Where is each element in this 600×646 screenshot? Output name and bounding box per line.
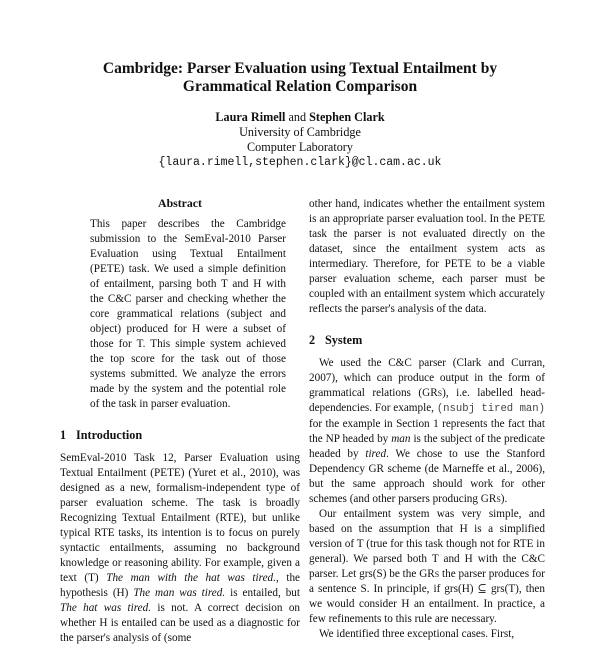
emph-word: man	[391, 433, 411, 445]
affiliation-1: University of Cambridge	[239, 125, 361, 139]
text-run: We used the	[319, 357, 389, 369]
author-names	[100, 110, 500, 125]
author-1: Laura Rimell	[215, 110, 286, 124]
parser-name: C&C	[521, 553, 545, 565]
section-number: 1	[60, 428, 67, 442]
right-column	[309, 197, 545, 642]
text-run: SemEval-2010 Task 12, Parser Evaluation using Textual Entailment (PETE) (Yuret et al., 2010), was designed as a new, formalism-independent type of parser evaluation scheme. The task is broadly Recognizing Textual Entailment (RTE), but unlike typical RTE tasks, its intention is to focus on purely syntactic entailments, assuming no background knowledge or reasoning ability. For example, given a text (T)	[60, 452, 300, 584]
text-run: ), i.e. labelled head-dependencies. For example,	[309, 387, 545, 414]
introduction-paragraph	[60, 451, 300, 646]
abstract-heading: Abstract	[158, 196, 202, 210]
example-hypothesis: The man was tired.	[133, 587, 226, 599]
section-title: System	[325, 333, 363, 347]
term-grs: GRs	[480, 493, 501, 505]
text-run: scheme (de Marneffe et al., 2006), but the same approach should work for other schemes (and other parsers producing	[309, 463, 545, 505]
affiliation-2: Computer Laboratory	[247, 140, 353, 154]
text-run: . We chose to use the Stanford Dependency	[309, 448, 545, 475]
system-paragraph-1	[309, 356, 545, 507]
section-heading-system	[309, 333, 545, 348]
section-number: 2	[309, 333, 316, 347]
example-hypothesis-negative: The hat was tired.	[60, 602, 152, 614]
code-example: (nsubj tired man)	[436, 403, 545, 415]
term-gr: GR	[368, 463, 384, 475]
system-paragraph-2	[309, 507, 545, 627]
text-run: is the subject of the predicate headed by	[309, 433, 545, 460]
author-email: {laura.rimell,stephen.clark}@cl.cam.ac.uk	[158, 156, 442, 169]
term-grs: GRs	[422, 387, 443, 399]
paper-title	[60, 60, 540, 96]
emph-word: tired	[365, 448, 387, 460]
author-block	[100, 110, 500, 170]
parser-name: C&C	[388, 357, 412, 369]
term-grs: GRs	[419, 568, 440, 580]
text-run: the parser produces for a sentence S. In principle, if grs(H) ⊆ grs(T), then we would consider H an entailment. In practice, a few refinements to this rule are necessary.	[309, 568, 545, 625]
title-line-1: Cambridge: Parser Evaluation using Textual Entailment by	[102, 60, 498, 77]
left-column	[60, 196, 300, 646]
section-title: Introduction	[76, 428, 143, 442]
author-2: Stephen Clark	[309, 110, 385, 124]
text-run: is not. A correct decision on whether H is entailed can be used as a diagnostic for the parser's analysis of (some	[60, 602, 301, 644]
text-run: , the hypothesis (H)	[60, 572, 301, 599]
text-run: parser (Clark and Curran, 2007), which can produce output in the form of grammatical relations (	[309, 357, 545, 399]
continued-paragraph: other hand, indicates whether the entailment system is an appropriate parser evaluation tool. In the PETE task the parser is not evaluated directly on the dataset, since the entailment system acts as intermediary. Therefore, for PETE to be a viable parser evaluation scheme, each parser must be coupled with an entailment system which accurately reflects the parser's analysis of the data.	[309, 198, 545, 315]
title-line-2: Grammatical Relation Comparison	[182, 78, 418, 95]
text-run: is entailed, but	[225, 587, 301, 599]
section-heading-introduction	[60, 428, 300, 443]
author-and: and	[288, 110, 307, 124]
text-run: parser. Let grs(S) be the	[309, 568, 420, 580]
example-text: The man with the hat was tired.	[106, 572, 276, 584]
text-run: for the example in Section 1 represents the fact that the NP headed by	[309, 418, 545, 445]
text-run: ).	[500, 493, 508, 505]
text-run: Our entailment system was very simple, and based on the assumption that H is a simplified version of T (true for this task though not for RTE in general). We parsed both T and H with the	[309, 508, 545, 565]
abstract-text: This paper describes the Cambridge submission to the SemEval-2010 Parser Evaluation using Textual Entailment (PETE) task. We used a simple definition of entailment, parsing both T and H with the C&C parser and checking whether the core grammatical relations (subject and object) produced for H were a subset of those for T. This simple system achieved the top score for the task out of those systems submitted. We analyze the errors made by the system and the potential role of the task in parser evaluation.	[90, 218, 286, 410]
system-paragraph-3: We identified three exceptional cases. First,	[319, 628, 515, 640]
